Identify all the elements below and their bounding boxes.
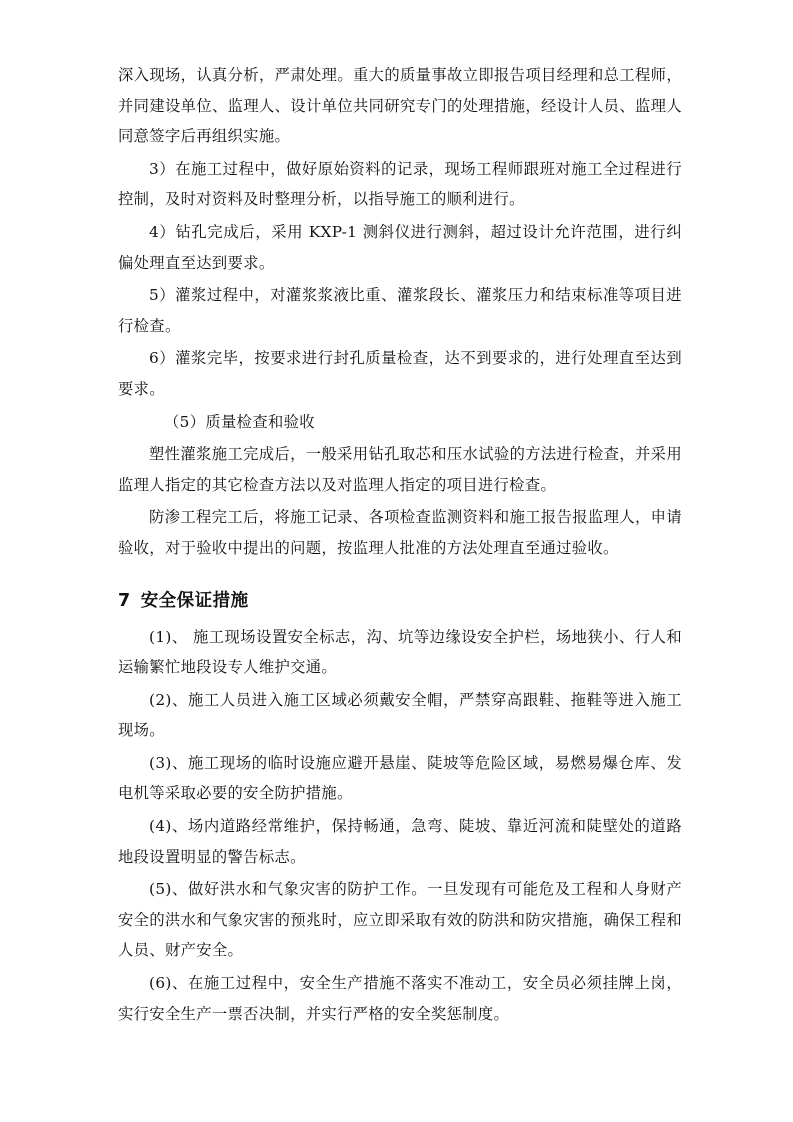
paragraph-item-4: 4）钻孔完成后，采用 KXP-1 测斜仪进行测斜，超过设计允许范围，进行纠偏处理直至达到要求。 [118,222,682,272]
safety-item-2: (2)、施工人员进入施工区域必须戴安全帽，严禁穿高跟鞋、拖鞋等进入施工现场。 [118,690,682,740]
section-heading [118,586,682,616]
section-number: 7 [118,590,131,611]
safety-item-6: (6)、在施工过程中，安全生产措施不落实不准动工，安全员必须挂牌上岗，实行安全生产一票否决制，并实行严格的安全奖惩制度。 [118,974,682,1023]
safety-item-3: (3)、施工现场的临时设施应避开悬崖、陡坡等危险区域，易燃易爆仓库、发电机等采取必要的安全防护措施。 [118,753,682,803]
paragraph-acceptance: 防渗工程完工后，将施工记录、各项检查监测资料和施工报告报监理人，申请验收，对于验收中提出的问题，按监理人批准的方法处理直至通过验收。 [118,508,682,557]
safety-item-1: (1)、 施工现场设置安全标志，沟、坑等边缘设安全护栏，场地狭小、行人和运输繁忙地段设专人维护交通。 [118,627,682,677]
paragraph-item-3: 3）在施工过程中，做好原始资料的记录，现场工程师跟班对施工全过程进行控制，及时对资料及时整理分析，以指导施工的顺利进行。 [118,159,682,209]
safety-item-5: (5)、做好洪水和气象灾害的防护工作。一旦发现有可能危及工程和人身财产安全的洪水和气象灾害的预兆时，应立即采取有效的防洪和防灾措施，确保工程和人员、财产安全。 [118,880,682,960]
safety-item-4: (4)、场内道路经常维护，保持畅通，急弯、陡坡、靠近河流和陡壁处的道路地段设置明显的警告标志。 [118,817,682,866]
paragraph-item-6: 6）灌浆完毕，按要求进行封孔质量检查，达不到要求的，进行处理直至达到要求。 [118,349,682,398]
paragraph-item-5: 5）灌浆过程中，对灌浆浆液比重、灌浆段长、灌浆压力和结束标准等项目进行检查。 [118,286,682,335]
section-title: 安全保证措施 [140,590,249,611]
subheading-quality-inspection: （5）质量检查和验收 [164,412,315,431]
paragraph-inspection-method: 塑性灌浆施工完成后，一般采用钻孔取芯和压水试验的方法进行检查，并采用监理人指定的其它检查方法以及对监理人指定的项目进行检查。 [118,445,682,494]
paragraph-quality-accident: 深入现场，认真分析，严肃处理。重大的质量事故立即报告项目经理和总工程师，并同建设单位、监理人、设计单位共同研究专门的处理措施，经设计人员、监理人同意签字后再组织实施。 [118,66,682,146]
document-page [118,60,682,1031]
